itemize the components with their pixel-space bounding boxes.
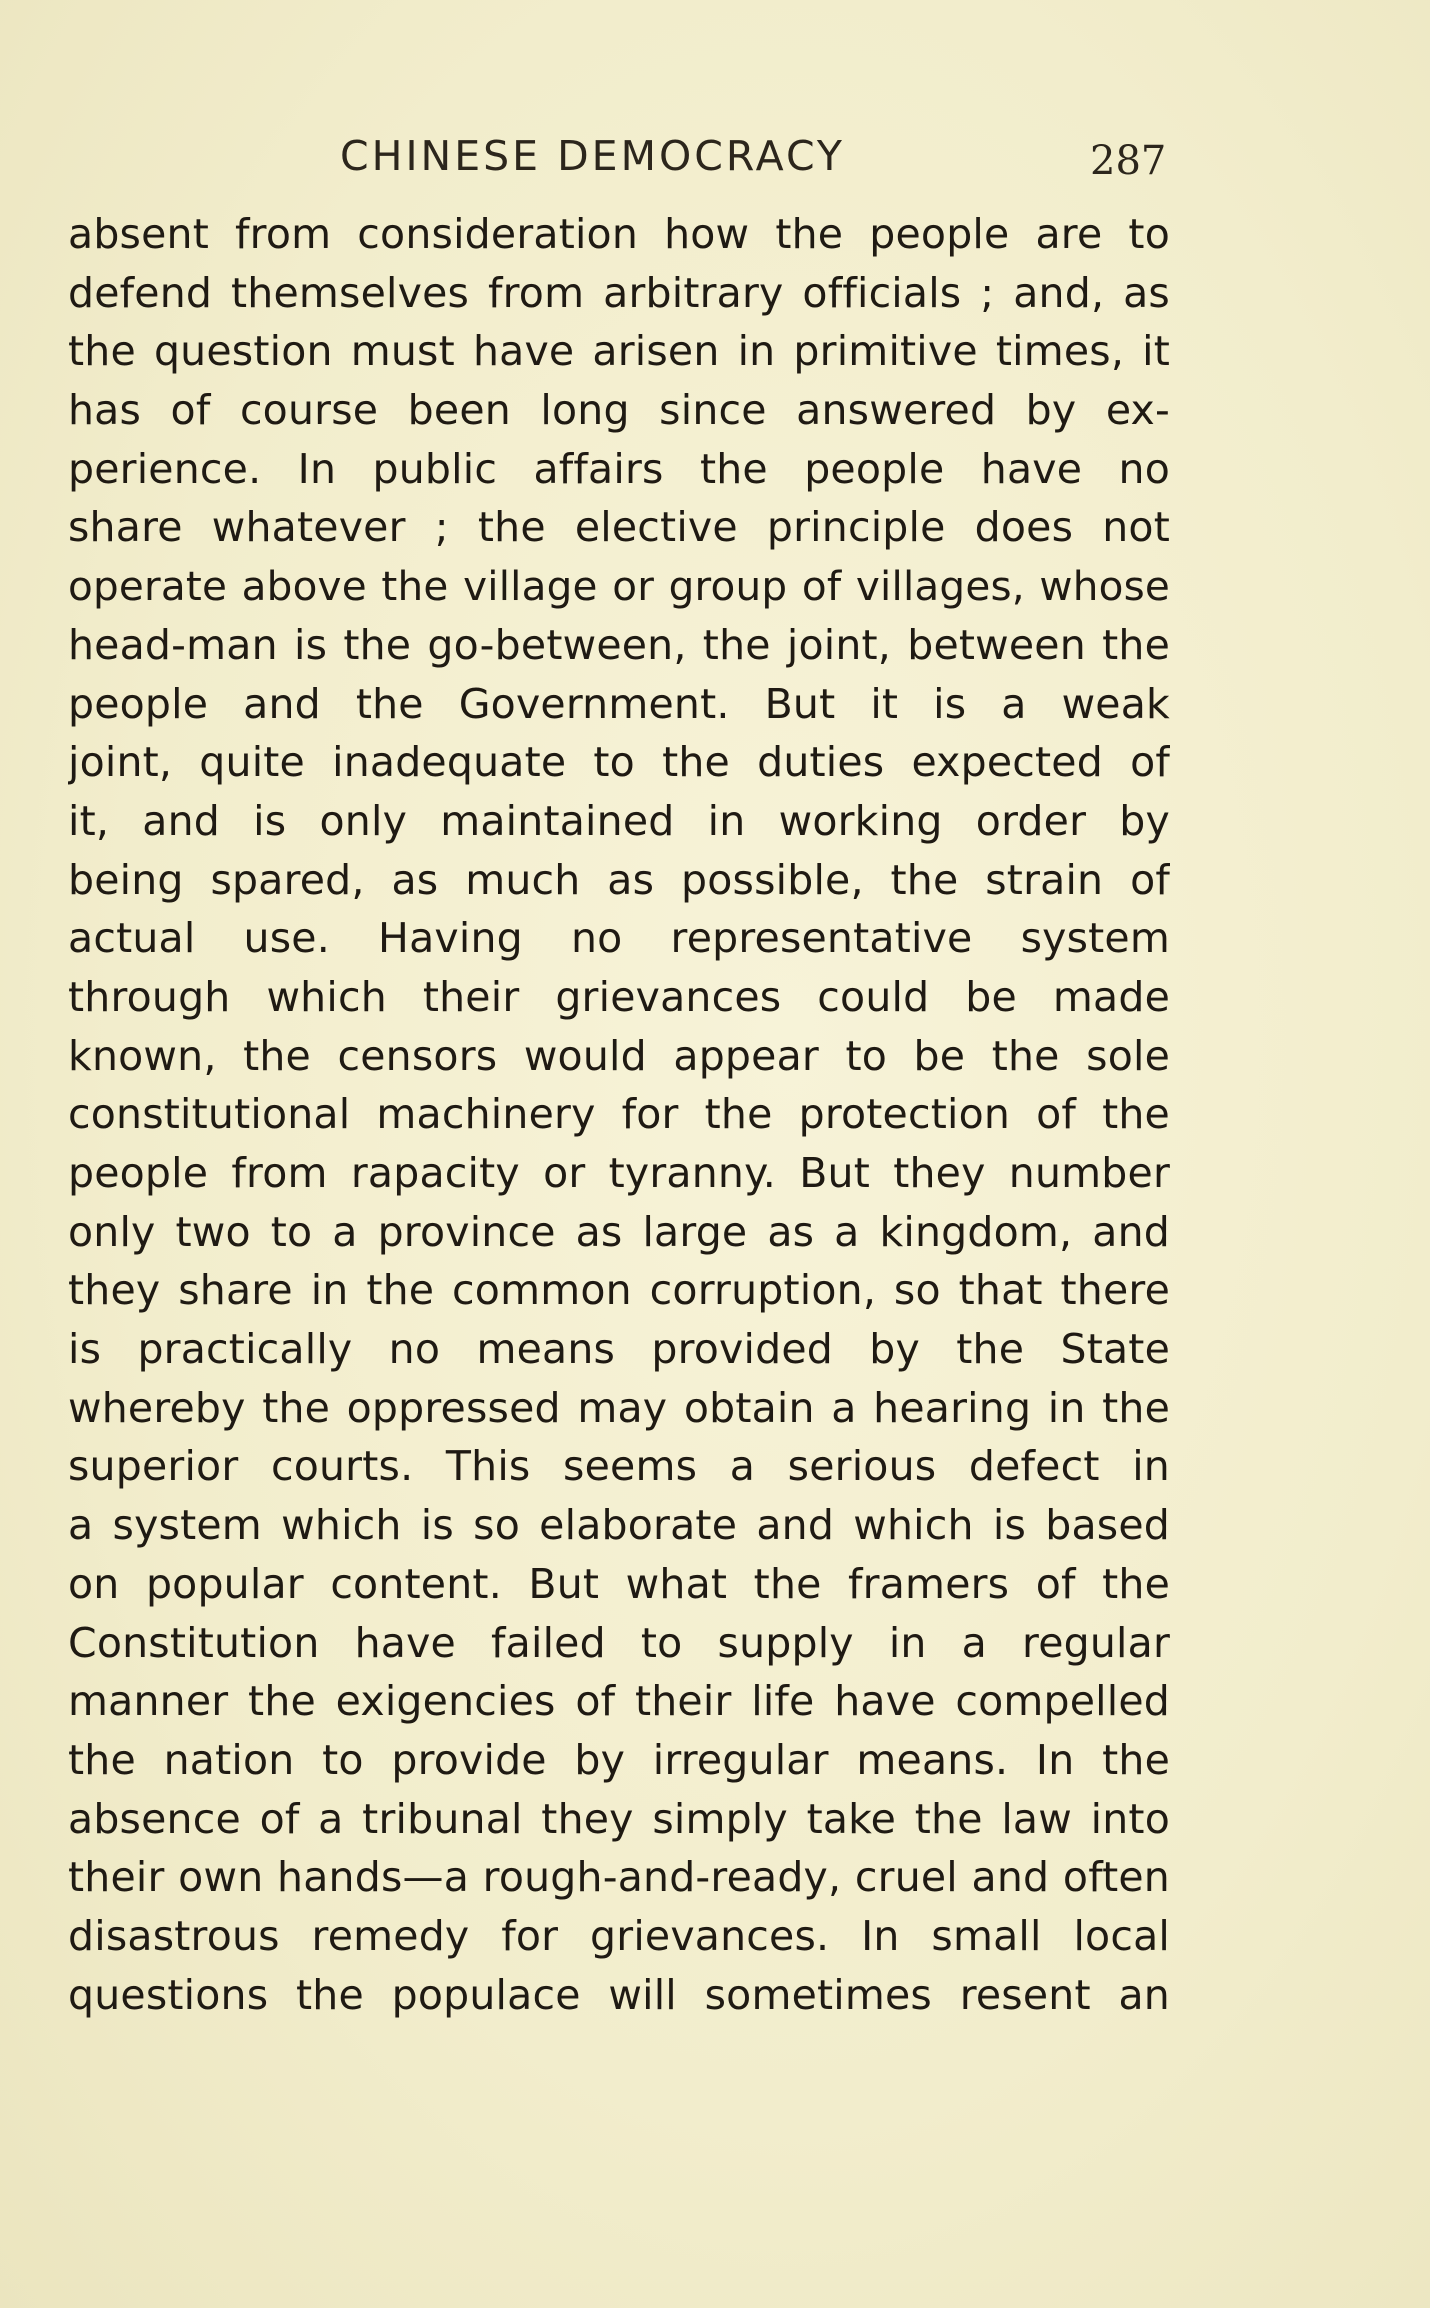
text-line: head-man is the go-between, the joint, between the bbox=[68, 620, 1170, 669]
text-line: actual use. Having no representative system bbox=[68, 914, 1170, 963]
text-line: people and the Government. But it is a weak bbox=[68, 679, 1170, 728]
text-line: absence of a tribunal they simply take the law into bbox=[68, 1794, 1170, 1843]
text-line: defend themselves from arbitrary officials ; and, as bbox=[68, 268, 1170, 317]
text-line: it, and is only maintained in working order by bbox=[68, 796, 1170, 845]
running-head-title: CHINESE DEMOCRACY bbox=[340, 132, 845, 180]
text-line: they share in the common corruption, so that there bbox=[68, 1266, 1170, 1315]
text-line: joint, quite inadequate to the duties expected of bbox=[68, 738, 1170, 787]
text-line: questions the populace will sometimes resent an bbox=[68, 1970, 1170, 2019]
text-line: superior courts. This seems a serious defect in bbox=[68, 1442, 1170, 1491]
page-header bbox=[70, 132, 1170, 192]
text-line: known, the censors would appear to be the sole bbox=[68, 1031, 1170, 1080]
page-number: 287 bbox=[1090, 138, 1167, 184]
text-line: is practically no means provided by the State bbox=[68, 1325, 1170, 1374]
text-line: only two to a province as large as a kingdom, and bbox=[68, 1207, 1170, 1256]
text-line: a system which is so elaborate and which is based bbox=[68, 1501, 1170, 1550]
text-line: disastrous remedy for grievances. In small local bbox=[68, 1911, 1170, 1960]
text-line: the question must have arisen in primitive times, it bbox=[68, 327, 1170, 376]
text-line: people from rapacity or tyranny. But they number bbox=[68, 1149, 1170, 1197]
text-line: perience. In public affairs the people have no bbox=[68, 444, 1170, 493]
text-line: operate above the village or group of villages, whose bbox=[68, 562, 1170, 611]
text-line: through which their grievances could be made bbox=[68, 972, 1170, 1021]
text-line: share whatever ; the elective principle does not bbox=[68, 503, 1170, 552]
text-line: Constitution have failed to supply in a regular bbox=[68, 1618, 1170, 1667]
text-line: being spared, as much as possible, the strain of bbox=[68, 855, 1170, 904]
text-line: their own hands—a rough-and-ready, cruel and often bbox=[68, 1853, 1170, 1902]
body-text bbox=[68, 205, 1170, 2024]
text-line: constitutional machinery for the protection of the bbox=[68, 1090, 1170, 1139]
text-line: on popular content. But what the framers of the bbox=[68, 1559, 1170, 1608]
text-line: has of course been long since answered by ex- bbox=[68, 386, 1170, 435]
text-line: whereby the oppressed may obtain a hearing in the bbox=[68, 1383, 1170, 1432]
text-line: the nation to provide by irregular means. In the bbox=[68, 1735, 1170, 1784]
text-line: absent from consideration how the people are to bbox=[68, 210, 1170, 258]
text-line: manner the exigencies of their life have compelled bbox=[68, 1677, 1170, 1726]
